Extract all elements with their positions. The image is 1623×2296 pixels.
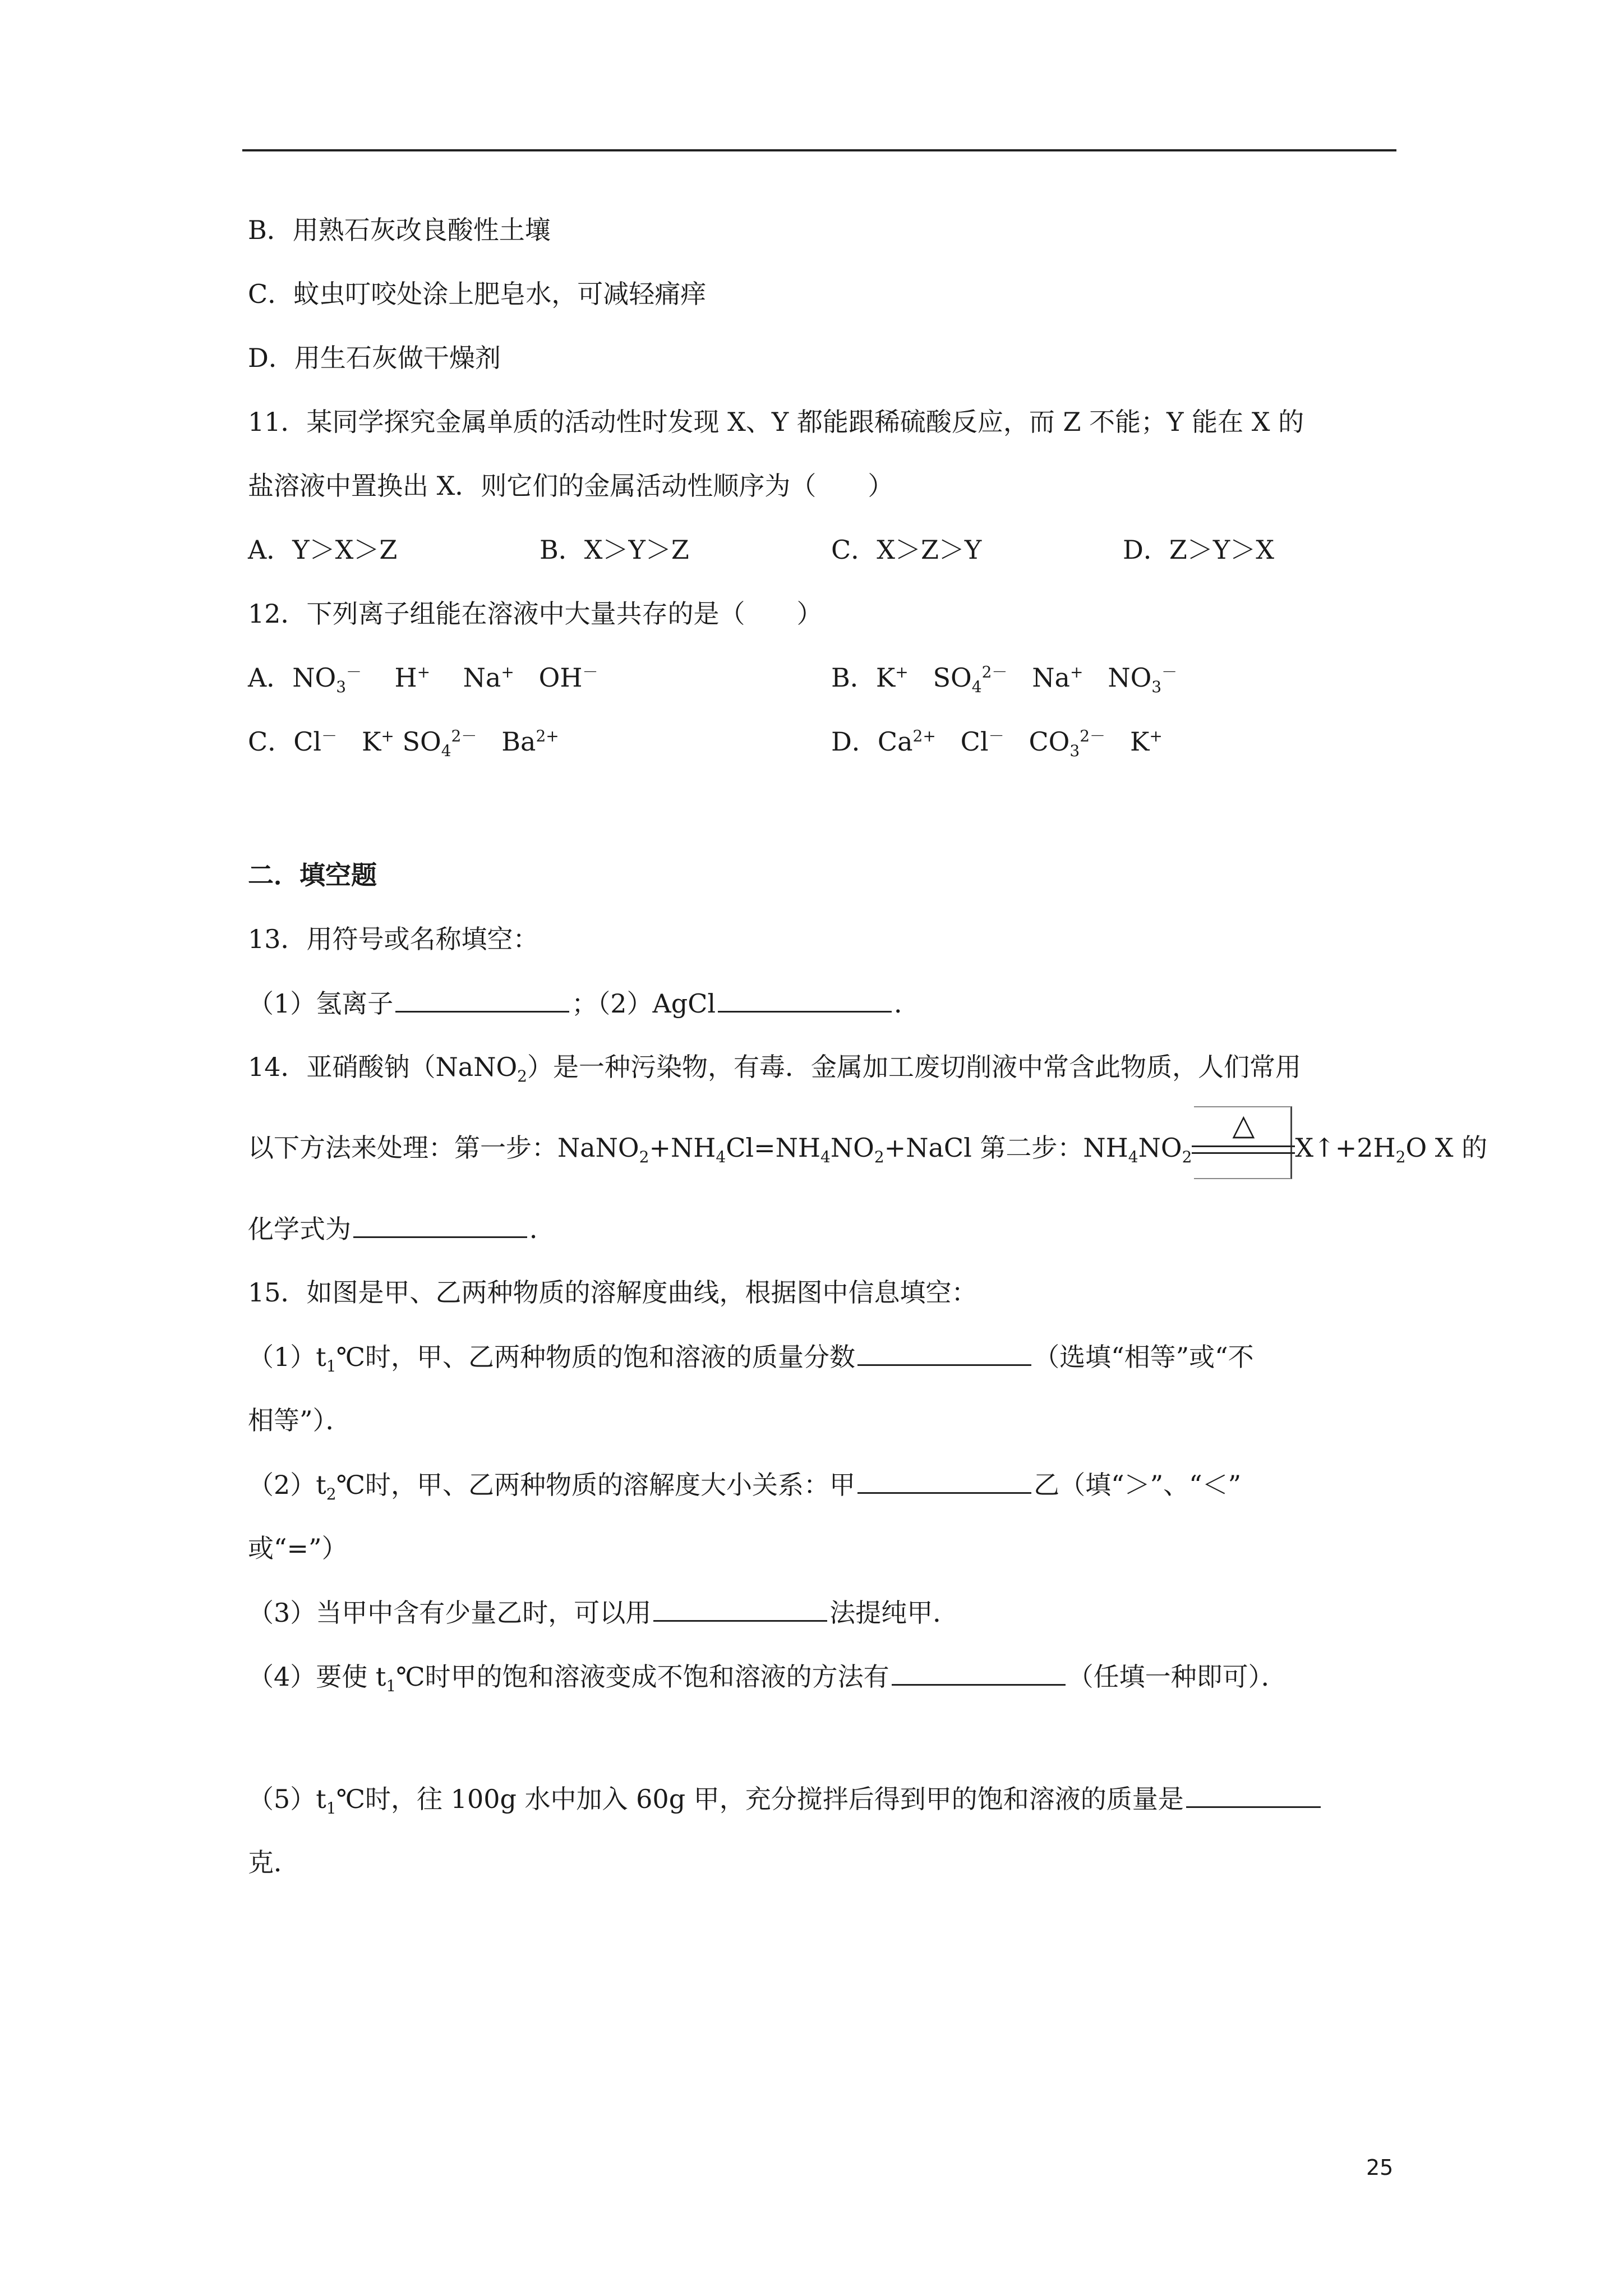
ion: SO bbox=[933, 662, 972, 693]
q12-option-b: B．K+ $SO_4^{2-}$ Na+ $NO_3^-$ bbox=[831, 662, 1178, 697]
ion: NO bbox=[1108, 662, 1152, 693]
q14-text: ）是一种污染物，有毒．金属加工废切削液中常含此物质，人们常用 bbox=[527, 1052, 1301, 1082]
section-heading: 二．填空题 bbox=[248, 860, 377, 890]
q14-text: 化学式为 bbox=[248, 1214, 351, 1244]
q12-stem: 12．下列离子组能在溶液中大量共存的是（ ） bbox=[248, 599, 823, 629]
ion: H bbox=[394, 662, 417, 693]
q11-stem-line1: 11．某同学探究金属单质的活动性时发现 X、Y 都能跟稀硫酸反应，而 Z 不能；Y 能在 X 的 bbox=[248, 407, 1304, 437]
q15-part2-line2: 或“=”） bbox=[248, 1533, 348, 1563]
q14-text: Cl=NH bbox=[726, 1133, 821, 1163]
ion: Cl bbox=[293, 726, 322, 757]
ion: NO bbox=[292, 662, 336, 693]
q11-option-c: C．X＞Z＞Y bbox=[831, 535, 982, 565]
q13-part1: （1）氢离子 bbox=[248, 988, 394, 1019]
q15-text: 乙（填“＞”、“＜” bbox=[1034, 1470, 1242, 1500]
q13-end: ． bbox=[894, 988, 920, 1019]
ion: OH bbox=[538, 662, 583, 693]
ion: K bbox=[875, 662, 896, 693]
equals-bar bbox=[1192, 1145, 1295, 1147]
equals-bar bbox=[1192, 1152, 1295, 1154]
q11-stem-line2: 盐溶液中置换出 X．则它们的金属活动性顺序为（ ） bbox=[248, 471, 894, 501]
q12-option-d: D．$Ca^{2+}$ Cl－ $CO_3^{2-}$ K+ bbox=[831, 726, 1163, 761]
q10-option-d: D．用生石灰做干燥剂 bbox=[248, 343, 501, 373]
q12-option-c-label: C． bbox=[248, 726, 294, 757]
q14-text: NO bbox=[1138, 1133, 1182, 1163]
answer-blank[interactable] bbox=[892, 1659, 1066, 1686]
q15-text: （3）当甲中含有少量乙时，可以用 bbox=[248, 1598, 652, 1628]
q15-text: ℃时，甲、乙两种物质的饱和溶液的质量分数 bbox=[336, 1342, 856, 1372]
q15-text: （选填“相等”或“不 bbox=[1034, 1342, 1254, 1372]
ion: Na bbox=[1032, 662, 1070, 693]
answer-blank[interactable] bbox=[395, 986, 569, 1013]
q15-part1: $(1)t_1℃$时，甲、乙两种物质的饱和溶液的质量分数 （选填“相等”或“不 bbox=[248, 1340, 1254, 1374]
heat-triangle-icon: △ bbox=[1232, 1108, 1255, 1142]
q10-option-b: B．用熟石灰改良酸性土壤 bbox=[248, 215, 551, 245]
answer-blank[interactable] bbox=[857, 1340, 1031, 1366]
q15-text: 法提纯甲． bbox=[829, 1598, 959, 1628]
q15-text: ℃时甲的饱和溶液变成不饱和溶液的方法有 bbox=[396, 1662, 889, 1692]
q15-part4: （4）要使 $t_1℃$时甲的饱和溶液变成不饱和溶液的方法有 （任填一种即可）． bbox=[248, 1659, 1287, 1694]
q14-text: NO bbox=[830, 1133, 874, 1163]
ion: SO bbox=[402, 726, 441, 757]
q15-text: （4）要使 t bbox=[248, 1662, 386, 1692]
q13-parts bbox=[248, 986, 920, 1020]
answer-blank[interactable] bbox=[1186, 1782, 1321, 1808]
q15-part1-line2: 相等”）． bbox=[248, 1405, 352, 1435]
q15-text: （任填一种即可）． bbox=[1067, 1662, 1287, 1692]
q14-text: 14．亚硝酸钠（NaNO bbox=[248, 1052, 518, 1082]
q14-text: 以下方法来处理：第一步：NaNO bbox=[248, 1133, 639, 1163]
q15-text: ℃时，往 100g 水中加入 60g 甲，充分搅拌后得到甲的饱和溶液的质量是 bbox=[336, 1784, 1184, 1814]
q14-text: +NH bbox=[649, 1133, 716, 1163]
q11-option-d: D．Z＞Y＞X bbox=[1123, 535, 1274, 565]
q15-part5: $(5)t_1℃$时，往 100g 水中加入 60g 甲，充分搅拌后得到甲的饱和溶液的质量是 bbox=[248, 1782, 1323, 1816]
q15-text: ℃时，甲、乙两种物质的溶解度大小关系：甲 bbox=[336, 1470, 856, 1500]
q11-option-b: B．X＞Y＞Z bbox=[540, 535, 689, 565]
q15-part5-line2: 克． bbox=[248, 1847, 299, 1878]
q15-text: （1）t bbox=[248, 1342, 326, 1372]
q14-text: +NaCl 第二步：NH bbox=[884, 1133, 1128, 1163]
ion: Na bbox=[463, 662, 501, 693]
answer-blank[interactable] bbox=[857, 1467, 1031, 1494]
q12-option-d-label: D． bbox=[831, 726, 878, 757]
q10-option-c: C．蚊虫叮咬处涂上肥皂水，可减轻痛痒 bbox=[248, 279, 707, 309]
q15-stem: 15．如图是甲、乙两种物质的溶解度曲线，根据图中信息填空： bbox=[248, 1277, 978, 1308]
q11-option-a: A．Y＞X＞Z bbox=[248, 535, 398, 565]
reaction-condition-equals bbox=[1192, 1108, 1295, 1165]
q15-part2: $(2)t_2℃$时，甲、乙两种物质的溶解度大小关系：甲 乙（填“＞”、“＜” bbox=[248, 1467, 1241, 1502]
q13-part2: ；（2）AgCl bbox=[571, 988, 716, 1019]
ion: K bbox=[362, 726, 381, 757]
q15-part3 bbox=[248, 1595, 958, 1630]
page-number: 25 bbox=[1366, 2155, 1394, 2180]
q14-text: O X 的 bbox=[1405, 1133, 1488, 1163]
q13-stem: 13．用符号或名称填空： bbox=[248, 924, 539, 954]
q14-text: X↑+2H bbox=[1295, 1133, 1396, 1163]
ion: CO bbox=[1029, 726, 1070, 757]
q14-line3 bbox=[248, 1212, 555, 1246]
q12-option-a: A．$NO_3^-$ H+ Na+ OH－ bbox=[248, 662, 598, 697]
ion: Ba bbox=[501, 726, 536, 757]
q15-text: （5）t bbox=[248, 1784, 326, 1814]
q12-option-c: C．Cl－ K+ $SO_4^{2-}$ $Ba^{2+}$ bbox=[248, 726, 559, 761]
answer-blank[interactable] bbox=[353, 1212, 527, 1238]
answer-blank[interactable] bbox=[718, 986, 892, 1013]
q12-option-a-label: A． bbox=[248, 662, 293, 693]
q15-text: （2）t bbox=[248, 1470, 326, 1500]
ion: Cl bbox=[960, 726, 989, 757]
q14-line1: 14．亚硝酸钠（NaNO$_2$）是一种污染物，有毒．金属加工废切削液中常含此物质，人们常用 bbox=[248, 1052, 1301, 1086]
ion: Ca bbox=[877, 726, 913, 757]
q12-option-b-label: B． bbox=[831, 662, 876, 693]
q14-line2: 以下方法来处理：第一步：$NaNO_2+NH_4Cl=NH_4NO_2+NaCl$ 第二步：$NH_4NO_2$ △ $X↑+2H_2O$ X 的 bbox=[248, 1131, 1487, 1165]
q14-text: ． bbox=[529, 1214, 555, 1244]
header-rule bbox=[242, 149, 1396, 151]
answer-blank[interactable] bbox=[653, 1595, 827, 1622]
ion: K bbox=[1129, 726, 1150, 757]
